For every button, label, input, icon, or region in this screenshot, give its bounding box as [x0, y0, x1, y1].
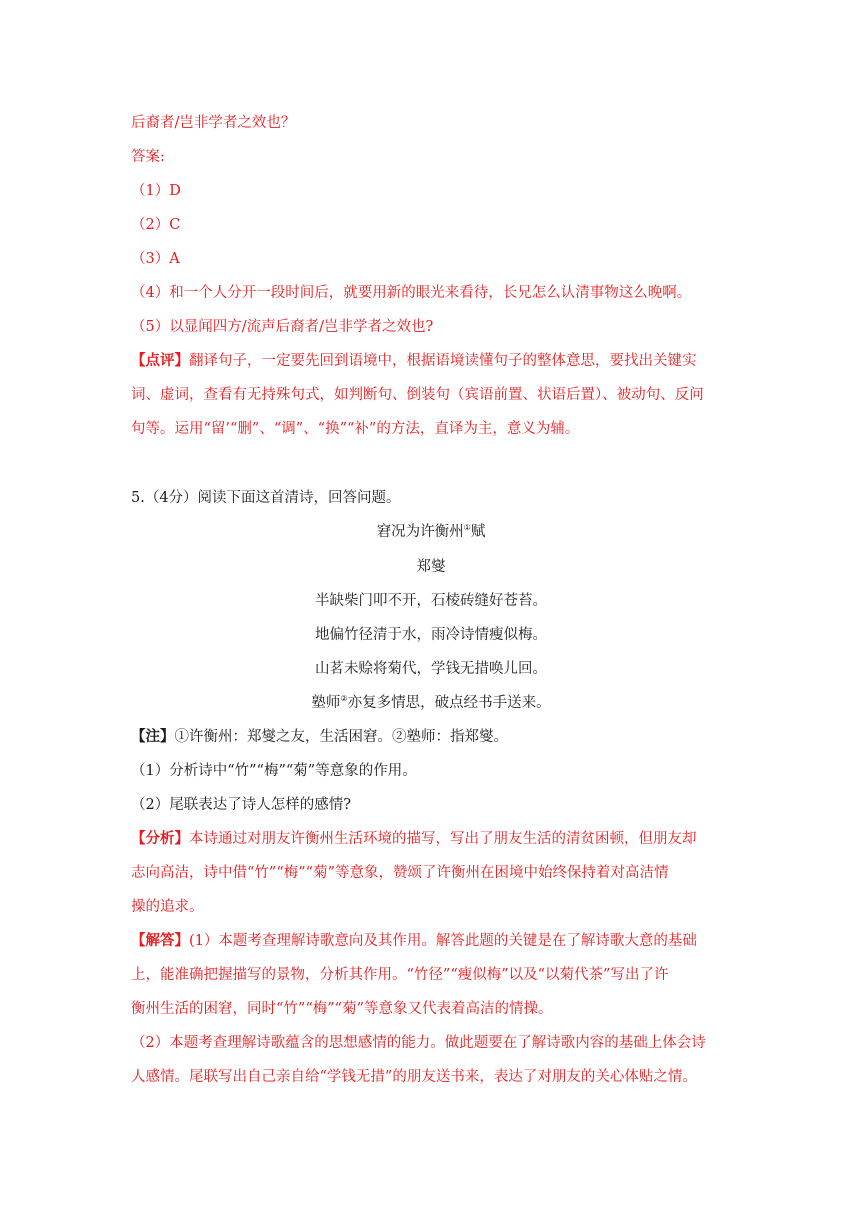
comment-line-2: 词、虚词，查看有无持殊句式，如判断句、倒装句（宾语前置、状语后置）、被动句、反问 [131, 387, 704, 403]
sub-question-2: （2）尾联表达了诗人怎样的感情? [131, 797, 351, 813]
comment-tag: 【点评】 [131, 352, 189, 369]
poem-line-2: 地偏竹径清于水，雨冷诗情瘦似梅。 [315, 627, 547, 643]
footnote-marker-1: ① [463, 523, 471, 533]
comment-line-1 [131, 351, 741, 371]
solution-line-3: 衡州生活的困窘，同时“竹”“梅”“菊”等意象又代表着高洁的情操。 [131, 1001, 553, 1017]
answer-item-4: （4）和一个人分开一段时间后，就要用新的眼光来看待，长兄怎么认清事物这么晚啊。 [131, 285, 692, 301]
solution-line-5: 人感情。尾联写出自己亲自给“学钱无措”的朋友送书来，表达了对朋友的关心体贴之情。 [131, 1069, 697, 1085]
poem-note [131, 727, 741, 747]
poem-line-3: 山茗未赊将菊代，学钱无措唤儿回。 [315, 661, 547, 677]
solution-line-2: 上，能准确把握描写的景物，分析其作用。“竹径”“瘦似梅”以及“以菊代茶”写出了许 [131, 967, 669, 983]
answer-item-3: （3）A [131, 251, 180, 267]
analysis-line-2: 志向高洁，诗中借“竹”“梅”“菊”等意象，赞颂了许衡州在困境中始终保持着对高洁情 [131, 865, 669, 881]
note-tag: 【注】 [131, 728, 175, 745]
poem-line-4: 塾师②亦复多情思，破点经书手送来。 [311, 694, 551, 711]
solution-text-1: (1）本题考查理解诗歌意向及其作用。解答此题的关键是在了解诗歌大意的基础 [189, 933, 697, 949]
comment-text-1: 翻译句子，一定要先回到语境中，根据语境读懂句子的整体意思，要找出关键实 [189, 353, 697, 369]
poem-author: 郑燮 [416, 559, 446, 575]
solution-line-4: （2）本题考查理解诗歌蕴含的思想感情的能力。做此题要在了解诗歌内容的基础上体会诗 [131, 1035, 706, 1051]
poem-line-1: 半缺柴门叩不开，石棱砖缝好苍苔。 [315, 593, 547, 609]
answer-item-2: （2）C [131, 217, 181, 233]
answer-label: 答案: [131, 149, 165, 165]
sub-question-1: （1）分析诗中“竹”“梅”“菊”等意象的作用。 [131, 763, 417, 779]
analysis-text-1: 本诗通过对朋友许衡州生活环境的描写，写出了朋友生活的清贫困顿，但朋友却 [189, 831, 697, 847]
answer-item-1: （1）D [131, 183, 181, 199]
analysis-line-1 [131, 829, 741, 849]
footnote-marker-2: ② [340, 694, 348, 704]
poem-title: 窘况为许衡州①赋 [376, 523, 486, 540]
comment-line-3: 句等。运用“留’“删”、“调”、“换”“补”的方法，直译为主，意义为辅。 [131, 421, 580, 437]
question-5-stem: 5.（4分）阅读下面这首清诗，回答问题。 [131, 490, 401, 506]
solution-line-1 [131, 931, 741, 951]
solution-tag: 【解答】 [131, 932, 189, 949]
answer-item-5: （5）以显闻四方/流声后裔者/岂非学者之效也? [131, 319, 434, 335]
analysis-line-3: 操的追求。 [131, 899, 204, 915]
analysis-tag: 【分析】 [131, 830, 189, 847]
prev-question-continuation: 后裔者/岂非学者之效也？ [131, 115, 296, 131]
note-text: ①许衡州：郑燮之友，生活困窘。②塾师：指郑燮。 [174, 729, 508, 745]
